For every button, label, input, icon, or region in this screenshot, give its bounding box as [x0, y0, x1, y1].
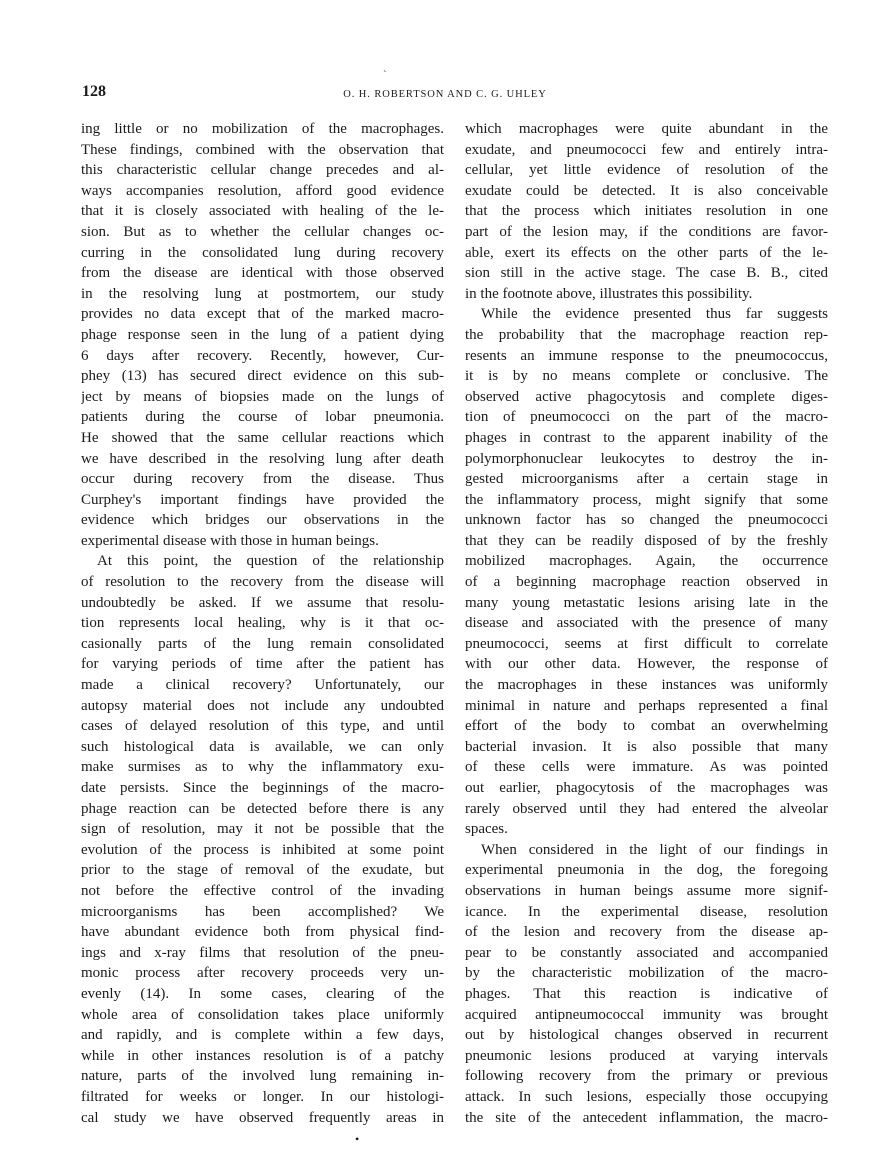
right-column-text-line: by the characteristic mobilization of the macro-: [465, 965, 828, 982]
left-column-text-line: that it is closely associated with healing of the le-: [81, 203, 444, 220]
left-column-text-line: sign of resolution, may it not be possible that the: [81, 821, 444, 838]
left-column-text-line: casionally parts of the lung remain consolidated: [81, 635, 444, 652]
right-column-text-line: phages in contrast to the apparent inability of the: [465, 429, 828, 446]
right-column-text-line: that they can be readily disposed of by the freshly: [465, 532, 828, 549]
right-column-text-line: following recovery from the primary or previous: [465, 1068, 828, 1085]
top-mark: `: [383, 69, 387, 81]
left-column-text-line: for varying periods of time after the patient has: [81, 656, 444, 673]
right-column-text-line: of the lesion and recovery from the disease ap-: [465, 924, 828, 941]
right-column-text-line: resents an immune response to the pneumococcus,: [465, 347, 828, 364]
left-column-text-line: cases of delayed resolution of this type, and until: [81, 718, 444, 735]
right-column-text-line: cellular, yet little evidence of resolution of the: [465, 162, 828, 179]
left-column-text-line: phage reaction can be detected before there is any: [81, 800, 444, 817]
left-column-text-line: microorganisms has been accomplished? We: [81, 903, 444, 920]
right-column-text-line: icance. In the experimental disease, resolution: [465, 903, 828, 920]
left-column-text-line: ways accompanies resolution, afford good evidence: [81, 182, 444, 199]
right-column-text-line: spaces.: [465, 821, 508, 838]
right-column-text-line: mobilized macrophages. Again, the occurrence: [465, 553, 828, 570]
left-column-text-line: At this point, the question of the relationship: [97, 553, 444, 570]
running-head: O. H. ROBERTSON AND C. G. UHLEY: [343, 89, 547, 100]
right-column-text-line: with our other data. However, the response of: [465, 656, 828, 673]
right-column-text-line: When considered in the light of our findings in: [481, 841, 828, 858]
left-column-text-line: ject by means of biopsies made on the lungs of: [81, 388, 444, 405]
right-column-text-line: able, exert its effects on the other parts of the le-: [465, 244, 828, 261]
right-column-text-line: acquired antipneumococcal immunity was brought: [465, 1006, 828, 1023]
left-column-text-line: evenly (14). In some cases, clearing of the: [81, 985, 444, 1002]
left-column-text-line: occur during recovery from the disease. Thus: [81, 471, 444, 488]
left-column-text-line: filtrated for weeks or longer. In our histologi-: [81, 1088, 444, 1105]
right-column-text-line: gested microorganisms after a certain stage in: [465, 471, 828, 488]
left-column-text-line: make surmises as to why the inflammatory exu-: [81, 759, 444, 776]
left-column-text-line: provides no data except that of the marked macro-: [81, 306, 444, 323]
right-column-text-line: minimal in nature and perhaps represented a final: [465, 697, 828, 714]
left-column-text-line: cal study we have observed frequently areas in: [81, 1109, 444, 1126]
left-column-text-line: evolution of the process is inhibited at some point: [81, 841, 444, 858]
left-column-text-line: ing little or no mobilization of the macrophages.: [81, 121, 444, 137]
right-column-text-line: in the footnote above, illustrates this possibility.: [465, 285, 753, 302]
right-column-text-line: many young metastatic lesions arising late in the: [465, 594, 828, 611]
left-column-text-line: phey (13) has secured direct evidence on this sub-: [81, 368, 444, 385]
right-column-text-line: sion still in the active stage. The case B. B., cited: [465, 265, 828, 282]
left-column-text-line: this characteristic cellular change precedes and al-: [81, 162, 444, 179]
left-column-text-line: autopsy material does not include any undoubted: [81, 697, 444, 714]
left-column-text-line: we have described in the resolving lung after death: [81, 450, 444, 467]
bottom-mark: •: [355, 1132, 360, 1146]
right-column-text-line: the site of the antecedent inflammation, the macro-: [465, 1109, 828, 1126]
right-column-text-line: exudate, and pneumococci few and entirely intra-: [465, 141, 828, 158]
left-column-text-line: He showed that the same cellular reactions which: [81, 429, 444, 446]
right-column-text-line: exudate could be detected. It is also conceivable: [465, 182, 828, 199]
right-column-text-line: the probability that the macrophage reaction rep-: [465, 326, 828, 343]
right-column-text-line: pneumococci, seems at first difficult to correlate: [465, 635, 828, 652]
left-column-text-line: ings and x-ray films that resolution of the pneu-: [81, 944, 444, 961]
right-column-text-line: attack. In such lesions, especially those occupying: [465, 1088, 828, 1105]
left-column-text-line: such histological data is available, we can only: [81, 738, 444, 755]
right-column-text-line: unknown factor has so changed the pneumococci: [465, 512, 828, 529]
right-column-text-line: tion of pneumococci on the part of the macro-: [465, 409, 828, 426]
right-column-text-line: rarely observed until they had entered the alveolar: [465, 800, 828, 817]
right-column-text-line: observed active phagocytosis and complete diges-: [465, 388, 828, 405]
left-column-text-line: and rapidly, and is complete within a few days,: [81, 1027, 444, 1044]
left-column-text-line: date persists. Since the beginnings of the macro-: [81, 780, 444, 796]
right-column-text-line: which macrophages were quite abundant in the: [465, 121, 828, 137]
right-column-text-line: of a beginning macrophage reaction observed in: [465, 574, 828, 591]
left-column-text-line: monic process after recovery proceeds very un-: [81, 965, 444, 982]
right-column-text-line: part of the lesion may, if the conditions are favor-: [465, 223, 828, 240]
right-column-text-line: out earlier, phagocytosis of the macrophages was: [465, 780, 828, 796]
right-column-text-line: the macrophages in these instances was uniformly: [465, 677, 828, 694]
left-column-text-line: from the disease are identical with those observed: [81, 265, 444, 282]
left-column-text-line: 6 days after recovery. Recently, however, Cur-: [81, 347, 444, 364]
left-column-text-line: undoubtedly be asked. If we assume that resolu-: [81, 594, 444, 611]
page-number: 128: [82, 83, 106, 100]
left-column: [81, 119, 444, 1128]
right-column-text-line: While the evidence presented thus far suggests: [481, 306, 828, 323]
left-column-text-line: prior to the stage of removal of the exudate, but: [81, 862, 444, 879]
right-column-text-line: it is by no means complete or conclusive. The: [465, 368, 828, 385]
right-column-text-line: observations in human beings assume more signif-: [465, 882, 828, 899]
left-column-text-line: have abundant evidence both from physical find-: [81, 924, 444, 941]
left-column-text-line: whole area of consolidation takes place uniformly: [81, 1006, 444, 1023]
left-column-text-line: These findings, combined with the observation that: [81, 141, 444, 158]
right-column-text-line: effort of the body to combat an overwhelming: [465, 718, 828, 735]
left-column-text-line: Curphey's important findings have provided the: [81, 491, 444, 508]
left-column-text-line: tion represents local healing, why is it that oc-: [81, 615, 444, 632]
left-column-text-line: not before the effective control of the invading: [81, 882, 444, 899]
left-column-text-line: experimental disease with those in human beings.: [81, 532, 379, 549]
right-column-text-line: polymorphonuclear leukocytes to destroy the in-: [465, 450, 828, 467]
left-column-text-line: patients during the course of lobar pneumonia.: [81, 409, 444, 426]
right-column-text-line: pneumonic lesions produced at varying intervals: [465, 1047, 828, 1064]
left-column-text-line: sion. But as to whether the cellular changes oc-: [81, 223, 444, 240]
right-column-text-line: that the process which initiates resolution in one: [465, 203, 828, 220]
left-column-text-line: in the resolving lung at postmortem, our study: [81, 285, 444, 302]
right-column: [465, 119, 828, 1128]
left-column-text-line: while in other instances resolution is of a patchy: [81, 1047, 444, 1064]
right-column-text-line: pear to be constantly associated and accompanied: [465, 944, 828, 961]
left-column-text-line: curring in the consolidated lung during recovery: [81, 244, 444, 261]
left-column-text-line: nature, parts of the involved lung remaining in-: [81, 1068, 444, 1085]
right-column-text-line: bacterial invasion. It is also possible that many: [465, 738, 828, 755]
right-column-text-line: of these cells were immature. As was pointed: [465, 759, 828, 776]
left-column-text-line: phage response seen in the lung of a patient dying: [81, 326, 444, 343]
left-column-text-line: of resolution to the recovery from the disease will: [81, 574, 444, 591]
right-column-text-line: the inflammatory process, might signify that some: [465, 491, 828, 508]
left-column-text-line: evidence which bridges our observations in the: [81, 512, 444, 529]
right-column-text-line: phages. That this reaction is indicative of: [465, 985, 828, 1002]
left-column-text-line: made a clinical recovery? Unfortunately, our: [81, 677, 444, 694]
right-column-text-line: out by histological changes observed in recurrent: [465, 1027, 828, 1044]
right-column-text-line: experimental pneumonia in the dog, the foregoing: [465, 862, 828, 879]
right-column-text-line: disease and associated with the presence of many: [465, 615, 828, 632]
